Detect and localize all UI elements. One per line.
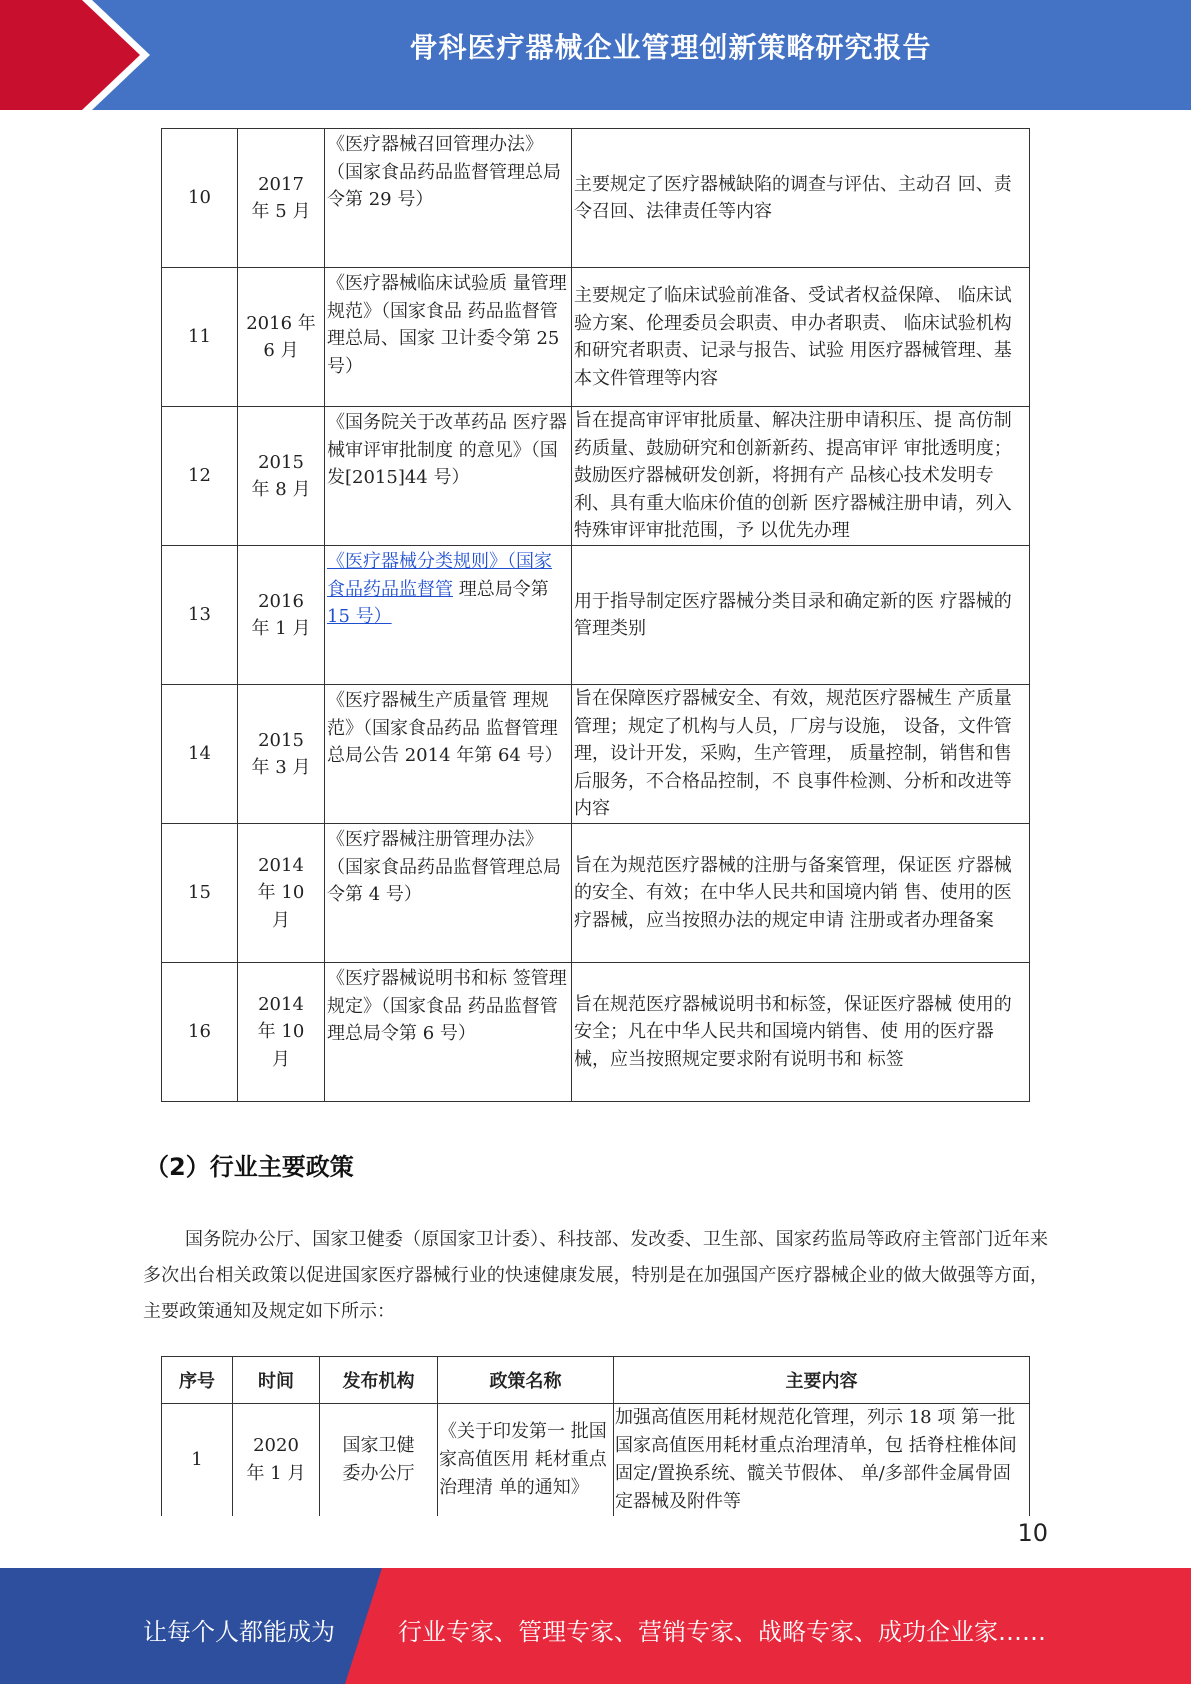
column-header: 主要内容: [614, 1357, 1030, 1404]
regulations-table: [161, 128, 1030, 1102]
row-content: 旨在保障医疗器械安全、有效，规范医疗器械生 产质量管理；规定了机构与人员，厂房与设施， 设备，文件管理，设计开发，采购，生产管理， 质量控制，销售和售后服务，不合格品控制，不 良事件检测、分析和改进等内容: [572, 685, 1030, 824]
footer-slogan-left: 让每个人都能成为: [143, 1618, 335, 1646]
policy-table: [161, 1356, 1030, 1516]
row-name: 《关于印发第一 批国家高值医用 耗材重点治理清 单的通知》: [438, 1404, 614, 1517]
row-date: 2014 年 10 月: [238, 963, 325, 1102]
column-header: 序号: [162, 1357, 233, 1404]
row-number: 14: [162, 685, 238, 824]
row-number: 16: [162, 963, 238, 1102]
row-name: 《医疗器械注册管理办法》（国家食品药品监督管理总局令第 4 号）: [325, 824, 572, 963]
row-name: [325, 546, 572, 685]
row-number: 11: [162, 268, 238, 407]
row-content: 主要规定了医疗器械缺陷的调查与评估、主动召 回、责令召回、法律责任等内容: [572, 129, 1030, 268]
table-row: [162, 546, 1030, 685]
row-name: 《医疗器械召回管理办法》（国家食品药品监督管理总局令第 29 号）: [325, 129, 572, 268]
page-footer: [0, 1568, 1191, 1684]
table-row: [162, 963, 1030, 1102]
table-row: [162, 407, 1030, 546]
row-number: 13: [162, 546, 238, 685]
column-header: 政策名称: [438, 1357, 614, 1404]
row-number: 15: [162, 824, 238, 963]
footer-slogan-right: 行业专家、管理专家、营销专家、战略专家、成功企业家……: [398, 1618, 1046, 1646]
row-date: 2017 年 5 月: [238, 129, 325, 268]
row-date: 2015 年 3 月: [238, 685, 325, 824]
table-row: [162, 268, 1030, 407]
row-content: 用于指导制定医疗器械分类目录和确定新的医 疗器械的管理类别: [572, 546, 1030, 685]
table-row: [162, 824, 1030, 963]
regulation-name-text: 理总局令第: [453, 578, 549, 600]
table-row: [162, 1404, 1030, 1517]
table-row: [162, 685, 1030, 824]
regulation-link[interactable]: 《医疗器械分类规则》（国家食品药品监督管: [327, 551, 552, 600]
row-number: 12: [162, 407, 238, 546]
row-date: 2015 年 8 月: [238, 407, 325, 546]
column-header: 发布机构: [320, 1357, 438, 1404]
row-name: 《国务院关于改革药品 医疗器械审评审批制度 的意见》（国发[2015]44 号）: [325, 407, 572, 546]
row-content: 旨在提高审评审批质量、解决注册申请积压、提 高仿制药质量、鼓励研究和创新新药、提高审评 审批透明度；鼓励医疗器械研发创新，将拥有产 品核心技术发明专利、具有重大临床价值的创新 医疗器械注册申请，列入特殊审评审批范围，予 以优先办理: [572, 407, 1030, 546]
table-header-row: [162, 1357, 1030, 1404]
page-number: 10: [1017, 1519, 1048, 1547]
body-paragraph: 国务院办公厅、国家卫健委（原国家卫计委）、科技部、发改委、卫生部、国家药监局等政府主管部门近年来多次出台相关政策以促进国家医疗器械行业的快速健康发展，特别是在加强国产医疗器械企业的做大做强等方面，主要政策通知及规定如下所示：: [143, 1229, 1048, 1322]
page-header: [0, 0, 1191, 110]
table-row: [162, 129, 1030, 268]
row-name: 《医疗器械生产质量管 理规范》（国家食品药品 监督管理总局公告 2014 年第 64 号）: [325, 685, 572, 824]
row-date: 2020 年 1 月: [233, 1404, 320, 1517]
row-number: 10: [162, 129, 238, 268]
row-name: 《医疗器械说明书和标 签管理规定》（国家食品 药品监督管理总局令第 6 号）: [325, 963, 572, 1102]
row-date: 2016 年 1 月: [238, 546, 325, 685]
header-title: 骨科医疗器械企业管理创新策略研究报告: [409, 31, 932, 64]
row-content: 加强高值医用耗材规范化管理，列示 18 项 第一批国家高值医用耗材重点治理清单，包 括脊柱椎体间固定/置换系统、髋关节假体、 单/多部件金属骨固定器械及附件等: [614, 1404, 1030, 1517]
header-decoration-icon: [0, 0, 160, 110]
row-org: 国家卫健 委办公厅: [320, 1404, 438, 1517]
section-heading: （2）行业主要政策: [145, 1153, 354, 1181]
row-date: 2014 年 10 月: [238, 824, 325, 963]
row-content: 主要规定了临床试验前准备、受试者权益保障、 临床试验方案、伦理委员会职责、申办者职责、 临床试验机构和研究者职责、记录与报告、试验 用医疗器械管理、基本文件管理等内容: [572, 268, 1030, 407]
row-name: 《医疗器械临床试验质 量管理规范》（国家食品 药品监督管理总局、国家 卫计委令第 25 号）: [325, 268, 572, 407]
row-date: 2016 年 6 月: [238, 268, 325, 407]
row-content: 旨在为规范医疗器械的注册与备案管理，保证医 疗器械的安全、有效；在中华人民共和国境内销 售、使用的医疗器械，应当按照办法的规定申请 注册或者办理备案: [572, 824, 1030, 963]
row-content: 旨在规范医疗器械说明书和标签，保证医疗器械 使用的安全；凡在中华人民共和国境内销售、使 用的医疗器械，应当按照规定要求附有说明书和 标签: [572, 963, 1030, 1102]
row-number: 1: [162, 1404, 233, 1517]
column-header: 时间: [233, 1357, 320, 1404]
regulation-link[interactable]: 15 号）: [327, 606, 392, 627]
